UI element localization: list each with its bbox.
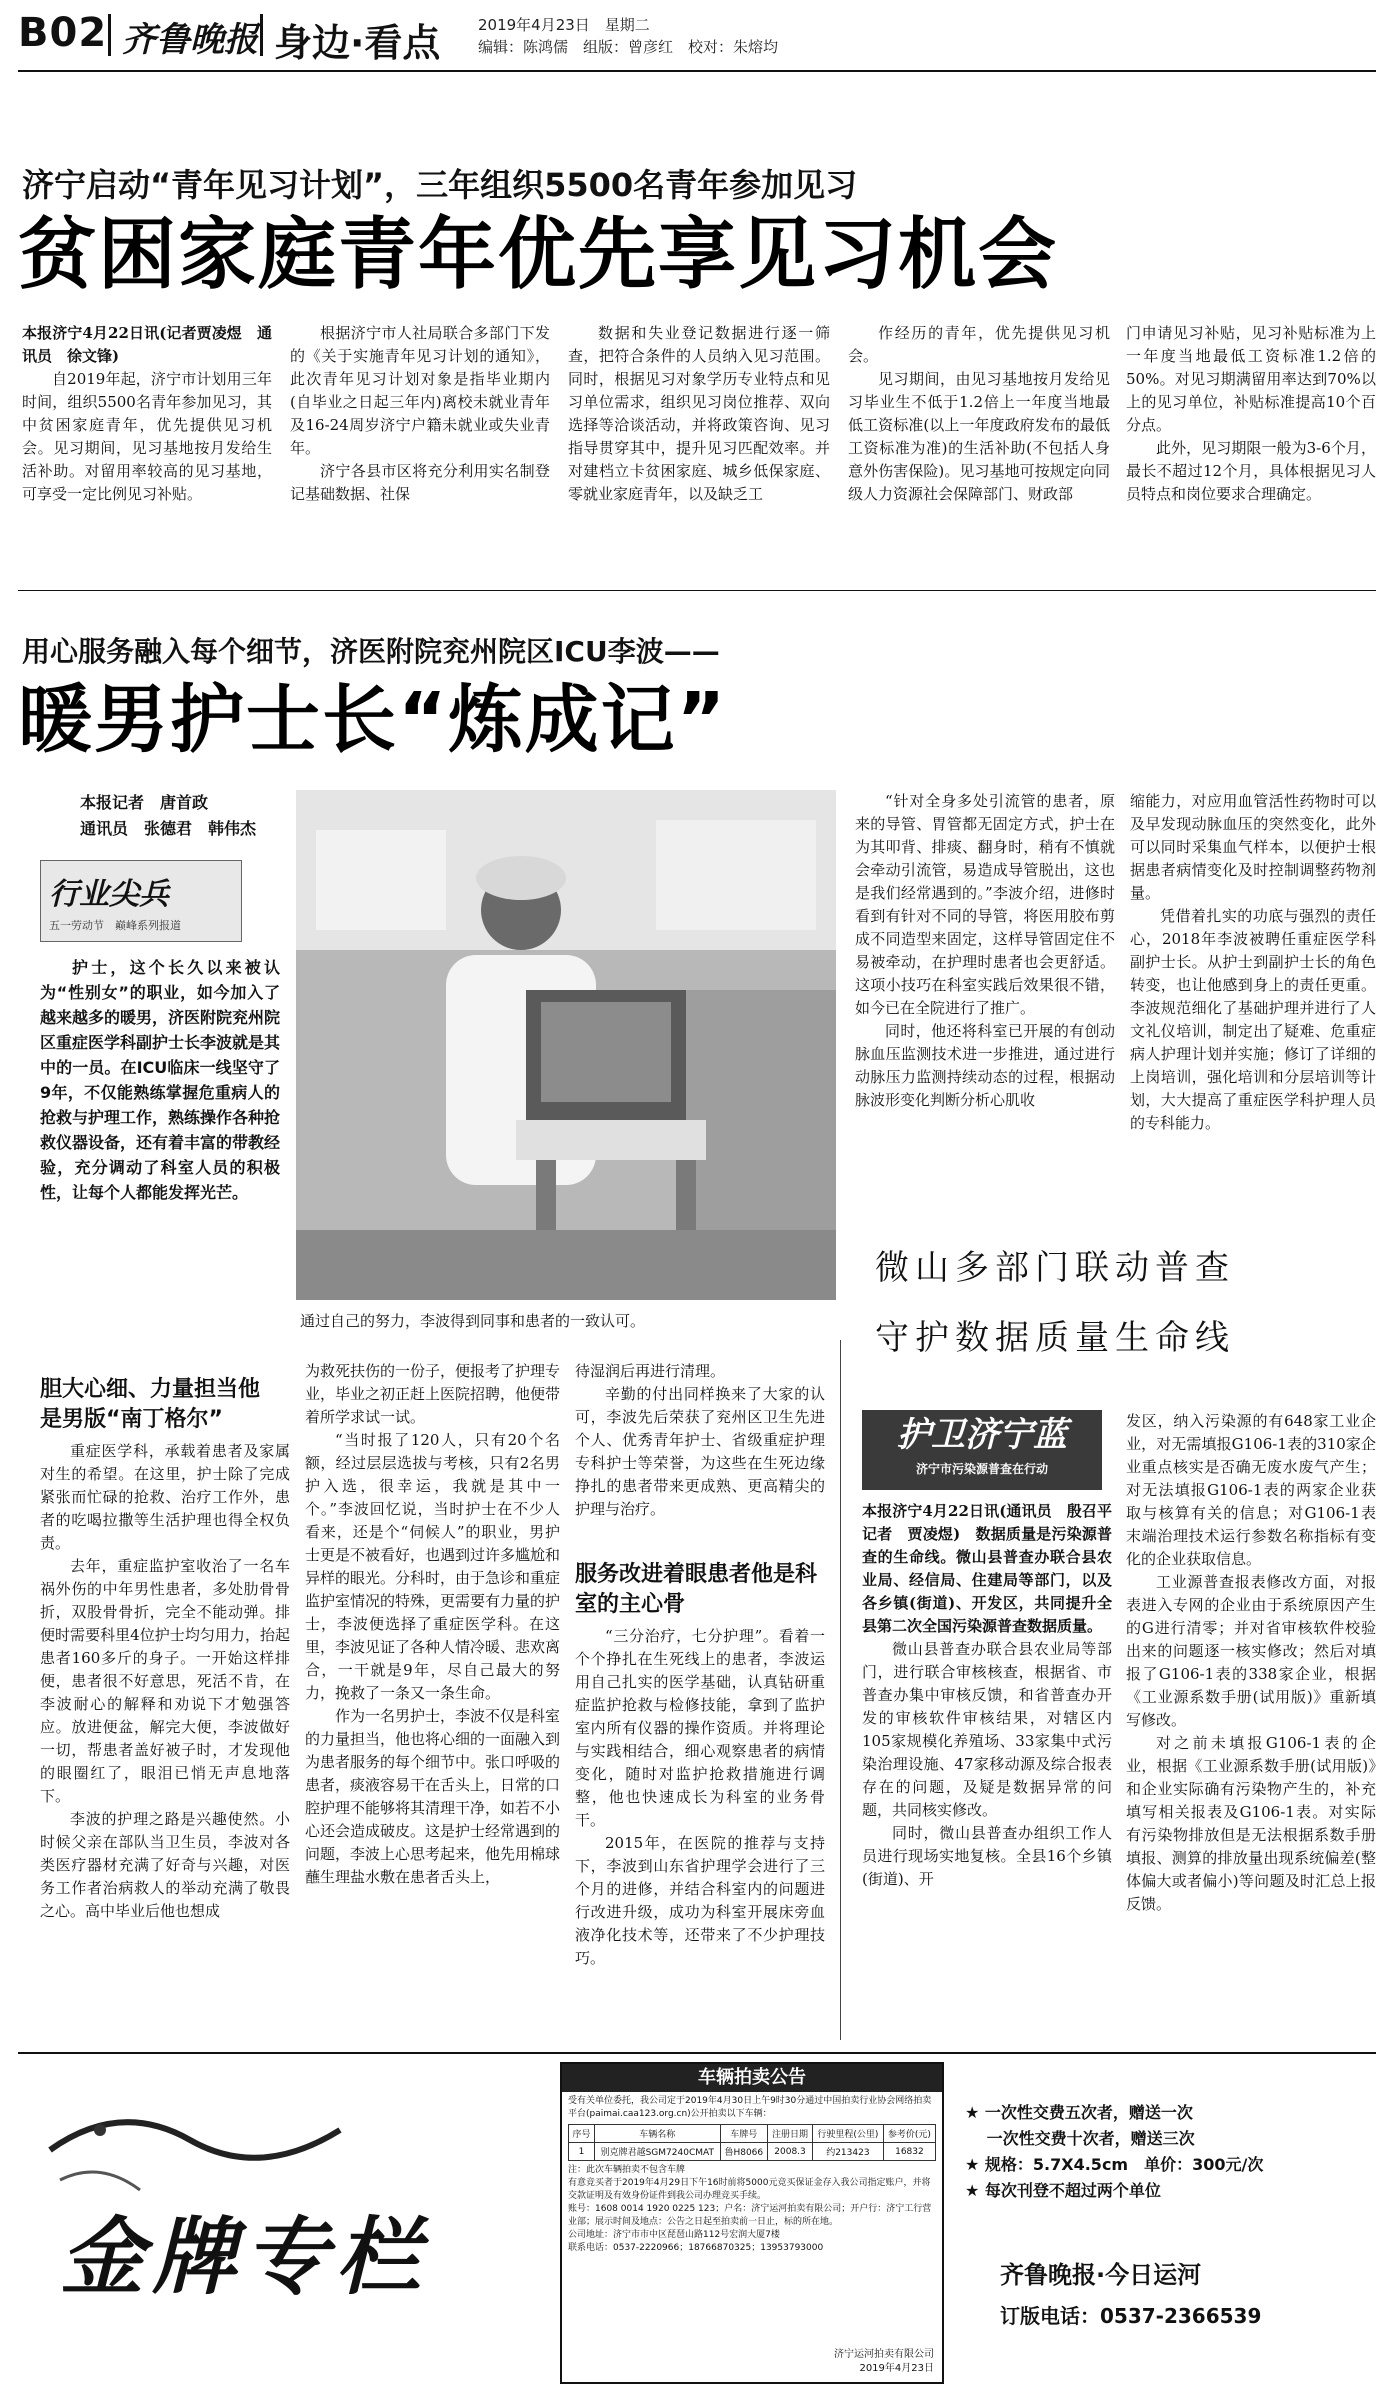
column-badge [40,860,242,942]
table-header: 车辆名称 [595,2125,720,2143]
paragraph: 李波的护理之路是兴趣使然。小时候父亲在部队当卫生员，李波对各类医疗器材充满了好奇与兴趣，对医务工作者治病救人的举动充满了敬畏之心。高中毕业后他也想成 [40,1810,290,1920]
paragraph: 微山县普查办联合县农业局等部门，进行联合审核核查，根据省、市普查办集中审核反馈，和省普查办开发的审核软件审核结果，对辖区内105家规模化养殖场、33家集中式污染治理设施、47家移动源及综合报表存在的问题，及疑是数据异常的问题，共同核实修改。 [862,1640,1112,1819]
note-line: 联系电话：0537-2220966；18766870325；13953793000 [568,2243,824,2253]
paragraph: “当时报了120人，只有20个名额，经过层层选拔与考核，只有2名男护入选，很幸运，我就是其中一个。”李波回忆说，当时护士在不少人看来，还是个“伺候人”的职业，男护士更是不被看好，也遇到过许多尴尬和异样的眼光。分科时，由于急诊和重症监护室情况的特殊，更需要有力量的护士，李波便选择了重症医学科。在这里，李波见证了各种人情冷暖、悲欢离合，一干就是9年，尽自己最大的努力，挽救了一条又一条生命。 [305,1431,561,1702]
table-header-row [569,2125,936,2143]
promo-line: ★ 每次刊登不超过两个单位 [965,2181,1161,2200]
paragraph: 同时，他还将科室已开展的有创动脉血压监测技术进一步推进，通过进行动脉压力监测持续动态的过程，根据动脉波形变化判断分析心肌收 [855,1022,1115,1109]
section-title: 身边·看点 [274,21,441,65]
badge-subtitle: 济宁市污染源普查在行动 [915,1462,1048,1476]
auction-date: 2019年4月23日 [859,2363,934,2374]
ad-promo [965,2100,1375,2204]
article2-body-column-3 [575,1360,825,1520]
ads-rule [18,2052,1376,2054]
paragraph: 待湿润后再进行清理。 [575,1362,726,1380]
article1-column-3 [568,322,830,582]
table-header: 注册日期 [768,2125,813,2143]
nurse-photo [296,790,836,1300]
article3-badge [862,1410,1102,1490]
article2-body-column-3b [575,1625,825,2045]
note-line: 注：此次车辆拍卖不包含车牌 [568,2165,686,2175]
article2-intro [40,955,280,1295]
article2-byline [80,790,280,842]
column-divider [840,1340,841,2040]
byline-correspondent: 通讯员 张德君 韩伟杰 [80,819,257,838]
promo-line: 一次性交费十次者，赠送三次 [965,2129,1195,2148]
article2-body-column-2 [305,1360,560,2040]
issue-date: 2019年4月23日 星期二 [478,16,650,34]
article1-column-1 [22,322,272,582]
paragraph: 根据济宁市人社局联合多部门下发的《关于实施青年见习计划的通知》，此次青年见习计划对象是指毕业期内(自毕业之日起三年内)离校未就业青年及16-24周岁济宁户籍未就业或失业青年。 [290,324,550,457]
gold-column-ad [40,2090,540,2340]
table-header: 行驶里程(公里) [812,2125,883,2143]
editor-credits: 编辑：陈鸿儒 组版：曾彦红 校对：朱熔均 [478,38,779,56]
table-cell: 2008.3 [768,2143,813,2161]
table-header: 车牌号 [720,2125,768,2143]
note-line: 公司地址：济宁市市中区琵琶山路112号宏润大厦7楼 [568,2230,780,2240]
promo-line: ★ 一次性交费五次者，赠送一次 [965,2103,1193,2122]
paragraph: 去年，重症监护室收治了一名车祸外伤的中年男性患者，多处肋骨骨折，双股骨骨折，完全不能动弹。排便时需要科里4位护士均匀用力，抬起患者160多斤的身子。一开始这样排便，患者很不好意思，死活不肯，在李波耐心的解释和劝说下才勉强答应。放进便盆，解完大便，李波做好一切，帮患者盖好被子时，才发现他的眼圈红了，眼泪已悄无声息地落下。 [40,1557,290,1805]
masthead-divider [260,14,263,56]
paragraph: 济宁各县市区将充分利用实名制登记基础数据、社保 [290,462,550,503]
table-cell: 鲁H8066 [720,2143,768,2161]
section-rule [18,590,1376,591]
auction-title: 车辆拍卖公告 [562,2064,942,2092]
note-line: 账号：1608 0014 1920 0225 123；户名：济宁运河拍卖有限公司；开户行：济宁工行营业部；展示时间及地点：公告之日起至拍卖前一日止，标的所在地。 [568,2204,932,2227]
ad-brand: 齐鲁晚报·今日运河 [1000,2261,1202,2289]
paragraph: 本报济宁4月22日讯(通讯员 殷召平 记者 贾凌煜) 数据质量是污染源普查的生命线。微山县普查办联合县农业局、经信局、住建局等部门，以及各乡镇(街道)、开发区，共同提升全县第二次全国污染源普查数据质量。 [862,1502,1128,1635]
article3-headline-line2: 守护数据质量生命线 [875,1318,1235,1358]
nurse-illustration [296,790,836,1300]
byline-reporter: 本报记者 唐首政 [80,793,209,812]
article2-right-column-1 [855,790,1115,1310]
article2-right-column-2 [1130,790,1376,1310]
article2-subhead-1: 胆大心细、力量担当他是男版“南丁格尔” [40,1377,261,1432]
article1-column-2 [290,322,550,582]
ad-phone: 订版电话：0537-2366539 [1000,2304,1262,2328]
auction-intro: 受有关单位委托，我公司定于2019年4月30日上午9时30分通过中国拍卖行业协会网络拍卖平台(paimai.caa123.org.cn)公开拍卖以下车辆： [568,2096,932,2119]
paragraph: 门申请见习补贴，见习补贴标准为上一年度当地最低工资标准1.2倍的50%。对见习期满留用率达到70%以上的见习单位，补贴标准提高10个百分点。 [1126,324,1376,434]
badge-title: 护卫济宁蓝 [897,1415,1067,1455]
table-header: 序号 [569,2125,595,2143]
paragraph: 2015年，在医院的推荐与支持下，李波到山东省护理学会进行了三个月的进修，并结合科室内的问题进行改进升级，成功为科室开展床旁血液净化技术等，还带来了不少护理技巧。 [575,1834,825,1967]
article3-column-1 [862,1500,1128,2045]
article2-kicker: 用心服务融入每个细节，济医附院兖州院区ICU李波—— [22,635,720,668]
paragraph: 对之前未填报G106-1表的企业，根据《工业源系数手册(试用版)》和企业实际确有污染物产生的，补充填写相关报表及G106-1表。对实际有污染物排放但是无法根据系数手册填报、测算的排放量出现系统偏差(整体偏大或者偏小)等问题及时汇总上报反馈。 [1126,1734,1376,1913]
article1-column-4 [848,322,1110,582]
page-number: B02 [18,10,108,56]
promo-line: ★ 规格：5.7X4.5cm 单价：300元/次 [965,2155,1264,2174]
table-cell: 约213423 [812,2143,883,2161]
paragraph: 作经历的青年，优先提供见习机会。 [848,324,1110,365]
article2-subhead-2: 服务改进着眼患者他是科室的主心骨 [575,1562,818,1617]
paragraph: 数据和失业登记数据进行逐一筛查，把符合条件的人员纳入见习范围。同时，根据见习对象学历专业特点和见习单位需求，组织见习岗位推荐、双向选择等洽谈活动，并将政策咨询、见习指导贯穿其中，提升见习匹配效率。并对建档立卡贫困家庭、城乡低保家庭、零就业家庭青年，以及缺乏工 [568,324,830,503]
article1-dateline: 本报济宁4月22日讯(记者贾凌煜 通讯员 徐文锋) [22,324,272,365]
masthead [0,0,1394,72]
paragraph: 同时，微山县普查办组织工作人员进行现场实地复核。全县16个乡镇(街道)、开 [862,1824,1112,1888]
paragraph: 辛勤的付出同样换来了大家的认可，李波先后荣获了兖州区卫生先进个人、优秀青年护士、省级重症护理专科护士等荣誉，为这些在生死边缘挣扎的患者带来更成熟、更高精尖的护理与治疗。 [575,1385,825,1518]
paragraph: 为救死扶伤的一份子，便报考了护理专业，毕业之初正赶上医院招聘，他便带着所学求试一试。 [305,1362,561,1426]
paragraph: “三分治疗，七分护理”。看着一个个挣扎在生死线上的患者，李波运用自己扎实的医学基础，认真钻研重症监护抢救与检修技能，拿到了监护室内所有仪器的操作资质。并将理论与实践相结合，细心观察患者的病情变化，随时对监护抢救措施进行调整，他也快速成长为科室的业务骨干。 [575,1627,825,1829]
intro-paragraph: 护士，这个长久以来被认为“性别女”的职业，如今加入了越来越多的暖男，济医附院兖州院区重症医学科副护士长李波就是其中的一员。在ICU临床一线坚守了9年，不仅能熟练掌握危重病人的抢救与护理工作，熟练操作各种抢救仪器设备，还有着丰富的带教经验，充分调动了科室人员的积极性，让每个人都能发挥光芒。 [40,958,281,1202]
article3-headline-line1: 微山多部门联动普查 [875,1248,1235,1288]
masthead-info [478,14,778,58]
paragraph: 此外，见习期限一般为3-6个月，最长不超过12个月，具体根据见习人员特点和岗位要求合理确定。 [1126,439,1376,503]
article2-body-column-1 [40,1440,290,2040]
masthead-divider [108,14,111,56]
table-row [569,2143,936,2161]
article1-kicker: 济宁启动“青年见习计划”，三年组织5500名青年参加见习 [22,166,858,204]
table-header: 参考价(元) [883,2125,935,2143]
paragraph: 作为一名男护士，李波不仅是科室的力量担当，他也将心细的一面融入到为患者服务的每个细节中。张口呼吸的患者，痰液容易干在舌头上，日常的口腔护理不能够将其清理干净，如若不小心还会造成破皮。这是护士经常遇到的问题，李波上心思考起来，他先用棉球蘸生理盐水敷在患者舌头上， [305,1707,561,1886]
gold-column-title: 金牌专栏 [60,2207,429,2306]
article1-headline: 贫困家庭青年优先享见习机会 [18,210,1059,300]
auction-notice [560,2062,944,2384]
photo-caption: 通过自己的努力，李波得到同事和患者的一致认可。 [300,1312,646,1330]
article3-column-2 [1126,1410,1376,2045]
masthead-rule [18,70,1376,72]
badge-title: 行业尖兵 [49,877,169,912]
paper-logo: 齐鲁晚报 [122,20,258,60]
paragraph: 工业源普查报表修改方面，对报表进入专网的企业由于系统原因产生的G进行清零；并对省审核软件校验出来的问题逐一核实修改；然后对填报了G106-1表的338家企业，根据《工业源系数手册(试用版)》重新填写修改。 [1126,1573,1376,1729]
article1-column-5 [1126,322,1376,582]
paragraph: 重症医学科，承载着患者及家属对生的希望。在这里，护士除了完成紧张而忙碌的抢救、治疗工作外，患者的吃喝拉撒等生活护理也得全权负责。 [40,1442,290,1552]
paragraph: “针对全身多处引流管的患者，原来的导管、胃管都无固定方式，护士在为其叩背、排痰、翻身时，稍有不慎就会牵动引流管，易造成导管脱出，这也是我们经常遇到的。”李波介绍，进修时看到有针对不同的导管，将医用胶布剪成不同造型来固定，这样导管固定住不易被牵动，在护理时患者也会更舒适。这项小技巧在科室实践后效果很不错，如今已在全院进行了推广。 [855,792,1115,1017]
paragraph: 发区，纳入污染源的有648家工业企业，对无需填报G106-1表的310家企业重点核实是否确无废水废气产生；对无法填报G106-1表的两家企业获取与核算有关的信息；对G106-1表末端治理技术运行参数名称指标有变化的企业获取信息。 [1126,1412,1376,1568]
auction-notes [562,2161,942,2258]
paragraph: 见习期间，由见习基地按月发给见习毕业生不低于1.2倍上一年度当地最低工资标准(以上一年度政府发布的最低工资标准为准)的生活补助(不包括人身意外伤害保险)。见习基地可按规定向同级人力资源社会保障部门、财政部 [848,370,1110,503]
note-line: 有意竞买者于2019年4月29日下午16时前将5000元竞买保证金存入我公司指定账户，并将交款证明及有效身份证件到我公司办理竞买手续。 [568,2178,931,2201]
table-cell: 1 [569,2143,595,2161]
auction-table [568,2124,936,2161]
table-cell: 别克牌君越SGM7240CMAT [595,2143,720,2161]
paragraph: 凭借着扎实的功底与强烈的责任心，2018年李波被聘任重症医学科副护士长。从护士到副护士长的角色转变，也让他感到身上的责任更重。李波规范细化了基础护理并进行了人文礼仪培训，制定出了疑难、危重症病人护理计划并实施；修订了详细的上岗培训，强化培训和分层培训等计划，大大提高了重症医学科护理人员的专科能力。 [1130,907,1376,1132]
article2-headline: 暖男护士长“炼成记” [18,677,728,763]
auction-signature: 济宁运河拍卖有限公司 [834,2349,934,2360]
paragraph: 自2019年起，济宁市计划用三年时间，组织5500名青年参加见习，其中贫困家庭青年，优先提供见习机会。见习期间，见习基地按月发给生活补助。对留用率较高的见习基地，可享受一定比例见习补贴。 [22,370,272,503]
badge-subtitle: 五一劳动节 巅峰系列报道 [49,919,181,932]
table-cell: 16832 [883,2143,935,2161]
paragraph: 缩能力，对应用血管活性药物时可以及早发现动脉血压的突然变化，此外可以同时采集血气样本，以便护士根据患者病情变化及时控制调整药物剂量。 [1130,792,1376,902]
